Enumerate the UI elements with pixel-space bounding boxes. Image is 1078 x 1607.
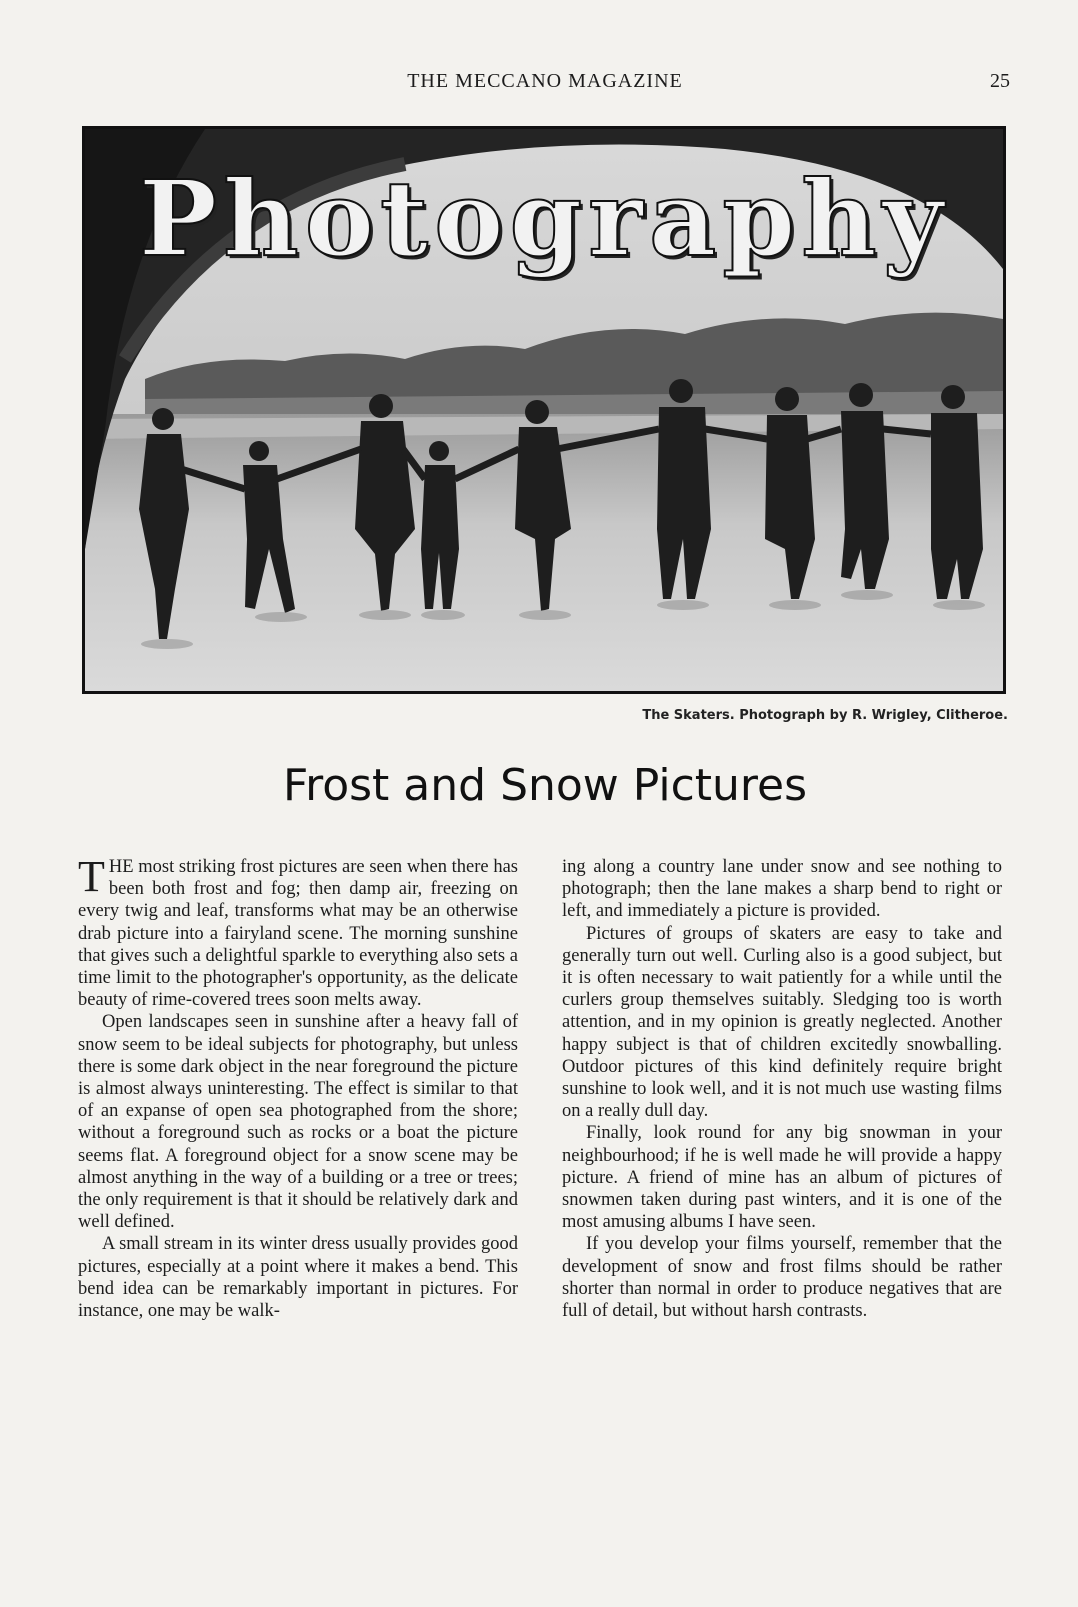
page-number: 25 (990, 70, 1010, 92)
paragraph: If you develop your films yourself, remember that the development of snow and frost films should be rather shorter than normal in order to produce negatives that are full of detail, but without harsh contrasts. (562, 1234, 1002, 1322)
paragraph: Open landscapes seen in sunshine after a heavy fall of snow seem to be ideal subjects for photography, but unless there is some dark object in the near foreground the picture is almost always uninteresting. The effect is similar to that of an expanse of open sea photographed from the shore; without a foreground such as rocks or a boat the picture seems flat. A foreground object for a snow scene may be almost anything in the way of a building or a tree or trees; the only requirement is that it should be relatively dark and well defined. (78, 1012, 518, 1233)
paragraph: A small stream in its winter dress usually provides good pictures, especially at a point where it makes a bend. This bend idea can be remarkably important in pictures. For instance, one may be walk- (78, 1234, 518, 1322)
skaters-photograph (82, 126, 1006, 694)
paragraph-text: HE most striking frost pictures are seen when there has been both frost and fog; then damp air, freezing on every twig and leaf, transforms what may be an otherwise drab picture into a fairyland scene. The morning sunshine that gives such a delightful sparkle to everything also sets a time limit to the photographer's opportunity, as the delicate beauty of rime-covered trees soon melts away. (78, 857, 518, 1011)
paragraph: ing along a country lane under snow and see nothing to photograph; then the lane makes a sharp bend to right or left, and immediately a picture is provided. (562, 857, 1002, 922)
article-headline: Frost and Snow Pictures (282, 760, 808, 811)
photo-title-text: Photography (138, 157, 950, 280)
article-left-column (78, 852, 518, 1322)
photo-caption: The Skaters. Photograph by R. Wrigley, Clitheroe. (642, 708, 1008, 723)
running-title: THE MECCANO MAGAZINE (407, 70, 683, 92)
paragraph (78, 852, 518, 1011)
paragraph: Finally, look round for any big snowman in your neighbourhood; if he is well made he will provide a happy picture. A friend of mine has an album of pictures of snowmen taken during past winters, and it is one of the most amusing albums I have seen. (562, 1123, 1002, 1233)
article-right-column (562, 856, 1002, 1322)
page-header (80, 70, 1010, 100)
drop-cap: T (78, 852, 105, 901)
paragraph: Pictures of groups of skaters are easy to take and generally turn out well. Curling also is a good subject, but it is often necessary to wait patiently for a while until the curlers group themselves suitably. Sledging too is worth attention, and in my opinion is greatly neglected. Another happy subject is that of children excitedly snowballing. Outdoor pictures of this kind definitely require bright sunshine to look well, and it is not much use wasting films on a really dull day. (562, 923, 1002, 1122)
